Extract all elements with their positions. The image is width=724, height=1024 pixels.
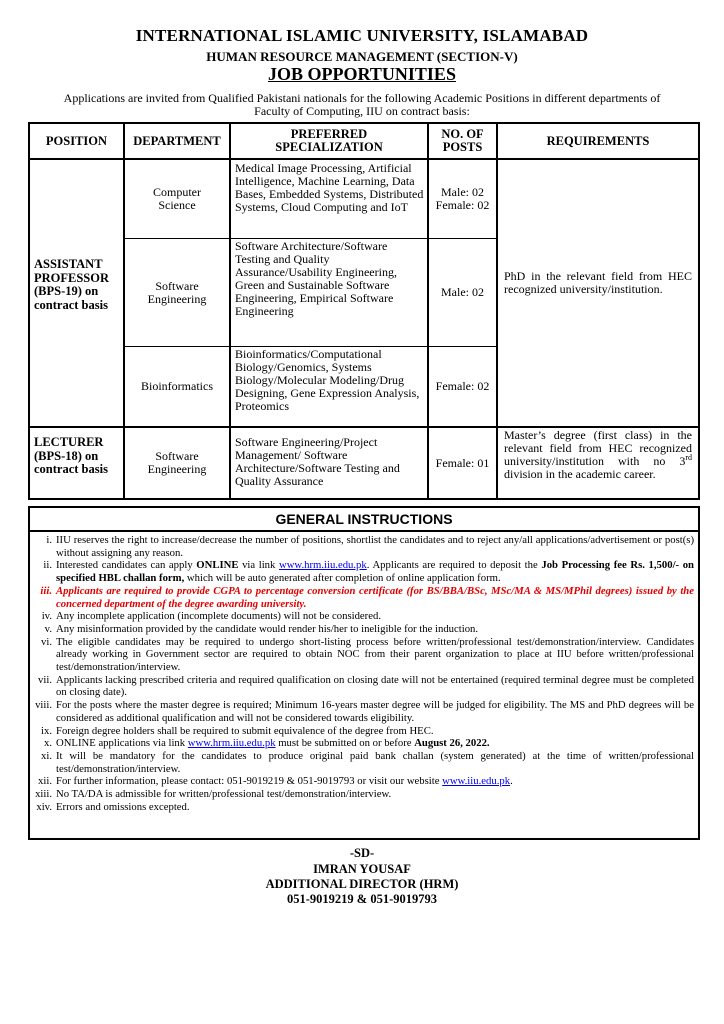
instruction-item: ii. Interested candidates can apply ONLINE via link www.hrm.iiu.edu.pk. Applicants are required to deposit the Job Processing fee Rs. 1,500/- on specified HBL challan form, which will be auto generated after completion of online application form. [43, 559, 694, 585]
position-lecturer: LECTURER (BPS-18) on contract basis [34, 435, 108, 476]
instruction-item: ix. Foreign degree holders shall be required to submit equivalence of the degree from HEC. [41, 724, 434, 737]
department-bioinformatics: Bioinformatics [141, 379, 213, 393]
instruction-item: iv. Any incomplete application (incomplete documents) will not be considered. [41, 610, 381, 623]
instructions-list [34, 534, 694, 813]
instruction-item: xiii. No TA/DA is admissible for written/professional test/demonstration/interview. [35, 788, 392, 801]
signatory-designation: ADDITIONAL DIRECTOR (HRM) [265, 877, 459, 891]
hrm-link[interactable]: www.hrm.iiu.edu.pk [187, 737, 276, 750]
intro-text: Applications are invited from Qualified Pakistani nationals for the following Academic Positions in different departments of Faculty of Computing, IIU on contract basis: [63, 91, 661, 118]
positions-table [28, 122, 700, 500]
department-software-engineering: Software Engineering [147, 278, 207, 306]
instruction-item: v. Any misinformation provided by the candidate would render his/her to ineligible for the induction. [44, 622, 479, 635]
page-title: JOB OPPORTUNITIES [268, 64, 456, 84]
instructions-title: GENERAL INSTRUCTIONS [275, 511, 453, 527]
header-requirements: REQUIREMENTS [546, 133, 650, 148]
instruction-item: x. ONLINE applications via link www.hrm.iiu.edu.pk must be submitted on or before August 26, 2022. [43, 737, 490, 750]
position-assistant-professor: ASSISTANT PROFESSOR (BPS-19) on contract basis [34, 257, 110, 312]
instruction-item-highlight: iii. Applicants are required to provide CGPA to percentage conversion certificate (for BS/BBA/BSc, MSc/MA & MS/MPhil degrees) issued by the concerned department of the degree awarding university. [40, 584, 694, 610]
requirement-lecturer: Master’s degree (first class) in the relevant field from HEC recognized university/institution with no 3rd division in the academic career. [504, 428, 692, 481]
department-computer-science: Computer Science [153, 185, 201, 212]
header-department: DEPARTMENT [133, 133, 221, 148]
instruction-item: xi. It will be mandatory for the candidates to produce original paid bank challan (system generated) at the time of written/professional test/demonstration/interview. [41, 749, 694, 775]
header-specialization: PREFERRED SPECIALIZATION [275, 127, 383, 154]
instruction-item: viii. For the posts where the master degree is required; Minimum 16-years master degree will be judged for eligibility. The MS and PhD degrees will be considered as additional qualification and will not be considered towards eligibility. [35, 699, 694, 724]
section-name: HUMAN RESOURCE MANAGEMENT (SECTION-V) [206, 49, 518, 64]
university-name: INTERNATIONAL ISLAMIC UNIVERSITY, ISLAMABAD [135, 26, 589, 45]
instruction-item: vii. Applicants lacking prescribed criteria and required qualification on closing date will not be entertained (required terminal degree must be completed on closing date). [38, 673, 694, 699]
website-link[interactable]: www.iiu.edu.pk [442, 775, 511, 788]
signatory-phones: 051-9019219 & 051-9019793 [287, 892, 437, 906]
specialization-software-engineering: Software Architecture/Software Testing and Quality Assurance/Usability Engineering, Green and Sustainable Software Engineering, Empirical Software Engineering [235, 239, 397, 318]
instruction-item: vi. The eligible candidates may be required to undergo short-listing process before written/professional test/demonstration/interview. Candidates already working in Government sector are required to obtain NOC from their parent organization to place at IIU before written/professional test/demonstration/interview. [41, 635, 694, 674]
specialization-lecturer: Software Engineering/Project Management/ Software Architecture/Software Testing and Quality Assurance [235, 435, 400, 488]
posts-software-engineering: Male: 02 [441, 285, 484, 299]
header-position: POSITION [45, 133, 108, 148]
specialization-computer-science: Medical Image Processing, Artificial Intelligence, Machine Learning, Data Bases, Embedded Systems, Distributed Systems, Cloud Computing and IoT [235, 161, 424, 214]
instruction-item: i. IIU reserves the right to increase/decrease the number of positions, shortlist the candidates and to reject any/all applications/advertisement or post(s) without assigning any reason. [46, 534, 694, 559]
posts-computer-science: Male: 02 Female: 02 [435, 185, 490, 212]
requirement-assistant-professor: PhD in the relevant field from HEC recognized university/institution. [504, 269, 692, 296]
hrm-link[interactable]: www.hrm.iiu.edu.pk [278, 559, 367, 572]
signatory-name: IMRAN YOUSAF [313, 862, 411, 876]
posts-bioinformatics: Female: 02 [435, 379, 490, 393]
specialization-bioinformatics: Bioinformatics/Computational Biology/Genomics, Systems Biology/Molecular Modeling/Drug Designing, Gene Expression Analysis, Proteomics [235, 347, 420, 413]
posts-lecturer: Female: 01 [435, 455, 490, 470]
general-instructions [28, 506, 700, 840]
instruction-item: xii. For further information, please contact: 051-9019219 & 051-9019793 or visit our website www.iiu.edu.pk. [38, 775, 513, 788]
instruction-item: xiv. Errors and omissions excepted. [36, 800, 190, 813]
signature-sd: -SD- [349, 846, 375, 860]
department-lecturer: Software Engineering [147, 449, 207, 476]
header-posts: NO. OF POSTS [441, 127, 484, 154]
